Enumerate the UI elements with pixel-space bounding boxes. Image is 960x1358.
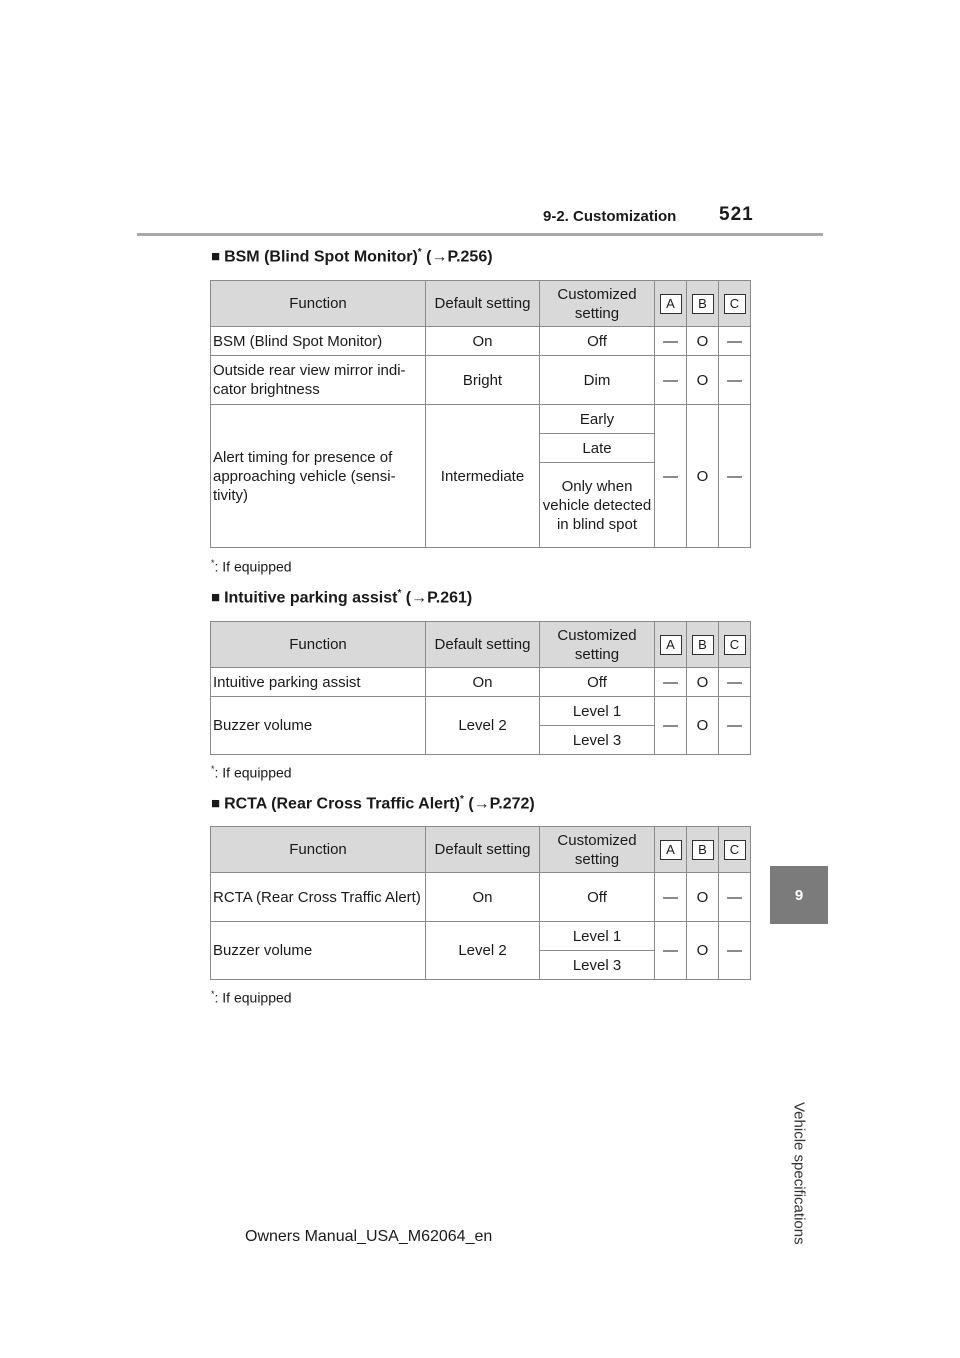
cell-option: Level 3 xyxy=(540,951,655,980)
col-customized: Customized setting xyxy=(540,827,655,873)
asterisk: * xyxy=(397,588,402,599)
cell-b: O xyxy=(687,697,719,755)
cell-b: O xyxy=(687,405,719,548)
col-c xyxy=(719,281,751,327)
table-row xyxy=(211,356,751,405)
footnote xyxy=(211,764,292,781)
cell-a: — xyxy=(655,356,687,405)
cell-default: On xyxy=(426,668,540,697)
asterisk: * xyxy=(417,247,422,258)
cell-c: — xyxy=(719,356,751,405)
chapter-tab: 9 xyxy=(770,866,828,924)
page-reference: (→P.272) xyxy=(463,795,535,813)
cell-c: — xyxy=(719,922,751,980)
cell-option: Early xyxy=(540,405,655,434)
cell-function: Buzzer volume xyxy=(211,697,426,755)
col-b-box: B xyxy=(692,294,714,314)
cell-c: — xyxy=(719,697,751,755)
cell-b: O xyxy=(687,922,719,980)
page-reference: (→P.256) xyxy=(421,248,493,266)
table-header-row xyxy=(211,827,751,873)
cell-function: Buzzer volume xyxy=(211,922,426,980)
cell-option: Off xyxy=(540,668,655,697)
cell-a: — xyxy=(655,922,687,980)
square-bullet-icon: ■ xyxy=(211,248,221,266)
col-c-box: C xyxy=(724,294,746,314)
parking-assist-settings-table xyxy=(210,621,751,755)
footnote xyxy=(211,558,292,575)
cell-c: — xyxy=(719,873,751,922)
manual-footer: Owners Manual_USA_M62064_en xyxy=(245,1228,493,1245)
asterisk: * xyxy=(211,558,215,568)
col-a xyxy=(655,827,687,873)
cell-a: — xyxy=(655,668,687,697)
col-c xyxy=(719,827,751,873)
cell-option: Level 1 xyxy=(540,922,655,951)
cell-c: — xyxy=(719,668,751,697)
table-row xyxy=(211,873,751,922)
section-title-text: RCTA (Rear Cross Traffic Alert) xyxy=(224,795,460,813)
chapter-label: Vehicle specifications xyxy=(790,1102,808,1245)
section-heading: 9-2. Customization xyxy=(543,208,677,225)
rcta-settings-table xyxy=(210,826,751,980)
section-title-parking-assist xyxy=(211,588,472,607)
section-title-rcta xyxy=(211,794,535,813)
cell-b: O xyxy=(687,668,719,697)
asterisk: * xyxy=(459,794,464,805)
table-header-row xyxy=(211,622,751,668)
col-customized: Customized setting xyxy=(540,622,655,668)
col-default: Default setting xyxy=(426,827,540,873)
table-row xyxy=(211,405,751,434)
col-a-box: A xyxy=(660,294,682,314)
table-row xyxy=(211,668,751,697)
table-header-row xyxy=(211,281,751,327)
cell-function: Outside rear view mirror indi-cator brightness xyxy=(211,356,426,405)
col-c-box: C xyxy=(724,840,746,860)
footnote xyxy=(211,989,292,1006)
asterisk: * xyxy=(211,764,215,774)
section-title-text: Intuitive parking assist xyxy=(224,589,398,607)
cell-default: Bright xyxy=(426,356,540,405)
cell-option: Level 1 xyxy=(540,697,655,726)
cell-default: Level 2 xyxy=(426,697,540,755)
col-b-box: B xyxy=(692,635,714,655)
col-b xyxy=(687,827,719,873)
footnote-text: : If equipped xyxy=(214,989,292,1006)
cell-default: On xyxy=(426,873,540,922)
col-b xyxy=(687,622,719,668)
cell-b: O xyxy=(687,873,719,922)
cell-option: Off xyxy=(540,873,655,922)
table-row xyxy=(211,697,751,726)
col-c xyxy=(719,622,751,668)
footnote-text: : If equipped xyxy=(214,558,292,575)
cell-function: RCTA (Rear Cross Traffic Alert) xyxy=(211,873,426,922)
cell-function: Alert timing for presence of approaching vehicle (sensi-tivity) xyxy=(211,405,426,548)
cell-b: O xyxy=(687,327,719,356)
cell-a: — xyxy=(655,697,687,755)
cell-default: On xyxy=(426,327,540,356)
table-row xyxy=(211,922,751,951)
bsm-settings-table xyxy=(210,280,751,548)
col-a xyxy=(655,622,687,668)
table-row xyxy=(211,327,751,356)
cell-a: — xyxy=(655,405,687,548)
cell-option: Only when vehicle detected in blind spot xyxy=(540,463,655,548)
section-title-bsm xyxy=(211,247,493,266)
asterisk: * xyxy=(211,989,215,999)
cell-c: — xyxy=(719,405,751,548)
cell-a: — xyxy=(655,327,687,356)
col-function: Function xyxy=(211,281,426,327)
col-function: Function xyxy=(211,622,426,668)
cell-option: Late xyxy=(540,434,655,463)
cell-default: Intermediate xyxy=(426,405,540,548)
col-customized: Customized setting xyxy=(540,281,655,327)
col-default: Default setting xyxy=(426,622,540,668)
cell-function: BSM (Blind Spot Monitor) xyxy=(211,327,426,356)
cell-b: O xyxy=(687,356,719,405)
footnote-text: : If equipped xyxy=(214,764,292,781)
cell-option: Dim xyxy=(540,356,655,405)
col-a xyxy=(655,281,687,327)
col-default: Default setting xyxy=(426,281,540,327)
cell-a: — xyxy=(655,873,687,922)
cell-function: Intuitive parking assist xyxy=(211,668,426,697)
header-rule xyxy=(137,233,823,236)
square-bullet-icon: ■ xyxy=(211,589,221,607)
page-number: 521 xyxy=(719,204,754,225)
col-b-box: B xyxy=(692,840,714,860)
col-c-box: C xyxy=(724,635,746,655)
cell-option: Level 3 xyxy=(540,726,655,755)
cell-c: — xyxy=(719,327,751,356)
cell-option: Off xyxy=(540,327,655,356)
col-b xyxy=(687,281,719,327)
cell-default: Level 2 xyxy=(426,922,540,980)
square-bullet-icon: ■ xyxy=(211,795,221,813)
section-title-text: BSM (Blind Spot Monitor) xyxy=(224,248,418,266)
page-reference: (→P.261) xyxy=(401,589,473,607)
col-a-box: A xyxy=(660,635,682,655)
col-function: Function xyxy=(211,827,426,873)
col-a-box: A xyxy=(660,840,682,860)
